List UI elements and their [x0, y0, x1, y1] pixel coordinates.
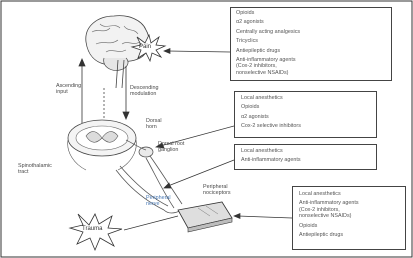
drug-item: Centrally acting analgesics	[236, 28, 301, 35]
drug-item: Local anesthetics	[299, 191, 341, 197]
connector-top	[164, 49, 230, 54]
descending-arrow	[123, 66, 129, 119]
drug-item: Opioids	[241, 104, 260, 111]
drug-box-brain	[230, 7, 392, 81]
spinothalamic-tract-label: Spinothalamic tract	[18, 163, 52, 176]
drug-item: Antiepileptic drugs	[299, 232, 344, 239]
ascending-input-label: Ascending input	[56, 83, 82, 96]
peripheral-nerve-label: Peripheral nerve	[146, 195, 171, 208]
drug-box-spinal-cord	[234, 91, 377, 138]
drug-item: Tricyclics	[236, 38, 258, 45]
peripheral-nociceptors-label: Peripheral nociceptors	[203, 184, 231, 197]
drug-item: α2 agonists	[241, 113, 269, 120]
drug-item: Opioids	[299, 222, 318, 229]
descending-modulation-label: Descending modulation	[130, 85, 159, 98]
drug-item: Antiepileptic drugs	[236, 47, 281, 54]
drug-item: α2 agonists	[236, 19, 264, 26]
dorsal-root-ganglion	[139, 147, 153, 157]
drug-item: Local anesthetics	[241, 148, 283, 154]
drug-item: Anti-inflammatory agents (Cox-2 inhibitors, nonselective NSAIDs)	[299, 200, 359, 220]
drug-box-nociceptors	[292, 186, 406, 250]
dorsal-root-ganglion-label: Dorsal root ganglion	[158, 141, 185, 154]
trauma-burst	[70, 214, 122, 250]
nociceptor-block	[178, 202, 232, 232]
drug-item: Cox-2 selective inhibitors	[241, 123, 301, 130]
connector-bottom	[234, 214, 292, 219]
drug-item: Anti-inflammatory agents	[241, 157, 301, 164]
trauma-label: Trauma	[82, 226, 103, 232]
drug-box-peripheral-nerve	[234, 144, 377, 170]
trauma-link	[124, 216, 178, 230]
pain-label: Pain	[139, 44, 152, 50]
drug-item: Anti-inflammatory agents (Cox-2 inhibitors, nonselective NSAIDs)	[236, 57, 296, 76]
spinal-cord-illustration	[68, 120, 137, 170]
drug-item: Opioids	[236, 10, 255, 16]
dorsal-horn-label: Dorsal horn	[146, 118, 162, 131]
drug-item: Local anesthetics	[241, 95, 283, 101]
brain-illustration	[86, 16, 152, 88]
